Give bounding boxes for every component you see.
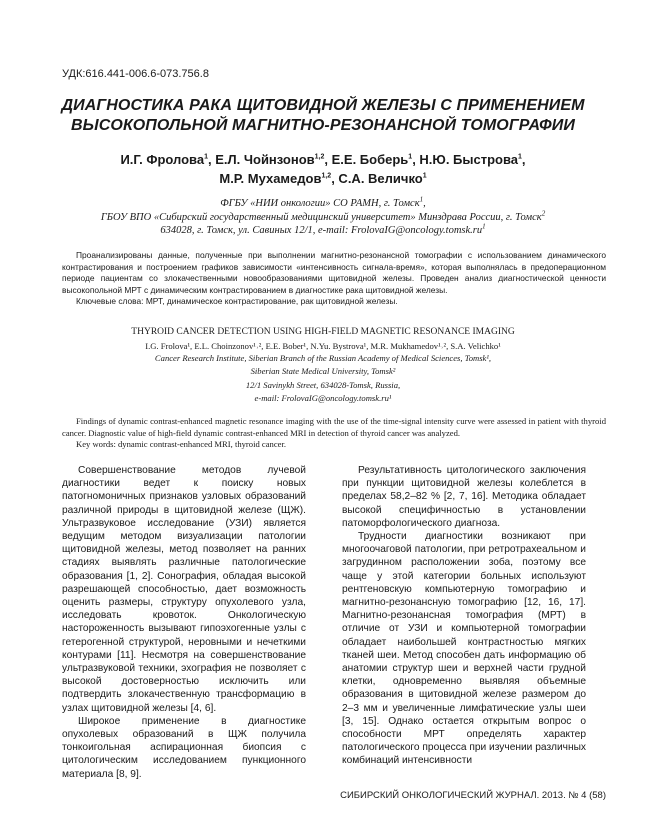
affil-mark: 2	[541, 209, 546, 217]
abstract-text: Проанализированы данные, полученные при выполнении магнитно-резонансной томографии с использованием динамического контрастирования и построением графиков зависимости «интенсивность сигнала-время», которая выполнялась в предоперационном периоде пациентам со злокачественными новообразованиями щитовидной железы. Проведен анализ диагностической ценности высокопольной МРТ с динамическим контрастированием в диагностике рака щитовидной железы.	[62, 250, 606, 295]
author-affil-mark: 1	[408, 153, 413, 161]
affil-mark: 1	[482, 222, 486, 231]
english-email: e-mail: FrolovaIG@oncology.tomsk.ru¹	[254, 393, 392, 404]
abstract-russian	[62, 250, 606, 308]
author-affil-mark: 1	[422, 172, 427, 180]
affiliations	[40, 197, 606, 238]
author-name: , С.А. Величко	[331, 171, 423, 186]
english-abstract-text: Findings of dynamic contrast-enhanced magnetic resonance imaging with the use of the time-signal intensity curve were assessed in patient with thyroid cancer. Diagnostic value of high-field dynamic contrast-enhanced MRI in detection of thyroid cancer was analyzed.	[62, 416, 606, 438]
author-affil-mark: 1	[518, 153, 522, 161]
title-line-2: ВЫСОКОПОЛЬНОЙ МАГНИТНО-РЕЗОНАНСНОЙ ТОМОГРАФИИ	[71, 117, 575, 134]
author-list	[40, 150, 606, 188]
keywords: Ключевые слова: МРТ, динамическое контрастирование, рак щитовидной железы.	[76, 296, 398, 307]
affiliation-address: 634028, г. Томск, ул. Савиных 12/1, e-mail: FrolovaIG@oncology.tomsk.ru	[160, 225, 483, 236]
udk-code: УДК:616.441-006.6-073.756.8	[62, 68, 209, 80]
body-paragraph: Трудности диагностики возникают при многоочаговой патологии, при ретротрахеальном и загрудинном расположении зоба, поэтому все чаще у этой категории больных используют рентгеновскую компьютерную томографию и магнитно-резонансную томографию [12, 16, 17]. Магнитно-резонансная томография (МРТ) в отличие от УЗИ и компьютерной томографии обладает наибольшей контрастностью мягких тканей шеи. Метод способен дать информацию об анатомии структур шеи и верхней части грудной клетки, одновременно выявляя объемные образования в щитовидной железе размером до 2–3 мм и увеличенные лимфатические узлы шеи [3, 15]. Однако остается открытым вопрос о способности МРТ определять характер патологического процесса при изучении различных комбинаций интенсивности	[342, 531, 586, 767]
body-paragraph: Широкое применение в диагностике опухолевых образований в ЩЖ получила тонкоигольная аспирационная биопсия с цитологическим исследованием пункционного материала [8, 9].	[62, 715, 306, 780]
author-name: , Е.Л. Чойнзонов	[208, 152, 315, 167]
abstract-english	[62, 416, 606, 451]
author-name: И.Г. Фролова	[120, 152, 205, 167]
affil-mark: 1	[419, 195, 424, 204]
affiliation-1: ФГБУ «НИИ онкологии» СО РАМН, г. Томск	[220, 198, 420, 209]
body-paragraph: Совершенствование методов лучевой диагностики ведет к поиску новых патогномоничных признаков узловых образований различной природы в щитовидной железе (ЩЖ). Ультразвуковое исследование (УЗИ) является ведущим методом визуализации патологии щитовидной железы, метод позволяет на ранних стадиях выявлять различные патологические образования [1, 2]. Сонография, обладая высокой разрешающей способностью, дает возможность оценить размеры, структуру опухолевого узла, исследовать кровоток. Онкологическую настороженность вызывают гипоэхогенные узлы с гетерогенной структурой, неровными и нечеткими контурами [11]. Несмотря на совершенствование ультразвуковой техники, эхография не позволяет с высокой достоверностью исключить или подтвердить злокачественную трансформацию в узлах щитовидной железы [4, 6].	[62, 465, 306, 714]
author-affil-mark: 1	[204, 153, 209, 161]
journal-footer: СИБИРСКИЙ ОНКОЛОГИЧЕСКИЙ ЖУРНАЛ. 2013. № 4 (58)	[340, 790, 606, 801]
author-name: М.Р. Мухамедов	[219, 171, 322, 186]
english-authors: I.G. Frolova¹, E.L. Choinzonov¹˒², E.E. Bober¹, N.Yu. Bystrova¹, M.R. Mukhamedov¹˒², S.A. Velichko¹	[145, 341, 501, 351]
english-address: 12/1 Savinykh Street, 634028-Tomsk, Russia,	[245, 379, 401, 390]
english-affiliation-2: Siberian State Medical University, Tomsk²	[250, 366, 396, 377]
author-affil-mark: 1,2	[314, 153, 325, 161]
english-keywords: Key words: dynamic contrast-enhanced MRI, thyroid cancer.	[76, 439, 287, 450]
author-separator: ,	[521, 152, 526, 167]
english-affiliation-1: Cancer Research Institute, Siberian Branch of the Russian Academy of Medical Sciences, Tomsk¹,	[154, 353, 492, 363]
body-column-right	[342, 464, 586, 768]
affiliation-2: ГБОУ ВПО «Сибирский государственный медицинский университет» Минздрава России, г. Томск	[100, 211, 542, 223]
article-title	[40, 96, 606, 136]
title-line-1: ДИАГНОСТИКА РАКА ЩИТОВИДНОЙ ЖЕЛЕЗЫ С ПРИМЕНЕНИЕМ	[61, 97, 585, 114]
affil-sep: ,	[423, 198, 426, 209]
body-paragraph: Результативность цитологического заключения при пункции щитовидной железы колеблется в пределах 58,2–82 % [2, 7, 16]. Методика обладает высокой специфичностью в установлении патоморфологического диагноза.	[342, 465, 586, 529]
body-column-left	[62, 464, 306, 781]
english-affiliations	[40, 352, 606, 406]
author-name: , Н.Ю. Быстрова	[412, 152, 519, 167]
english-title: THYROID CANCER DETECTION USING HIGH-FIELD MAGNETIC RESONANCE IMAGING	[131, 327, 515, 337]
author-name: , Е.Е. Боберь	[324, 152, 409, 167]
author-affil-mark: 1,2	[321, 172, 332, 180]
